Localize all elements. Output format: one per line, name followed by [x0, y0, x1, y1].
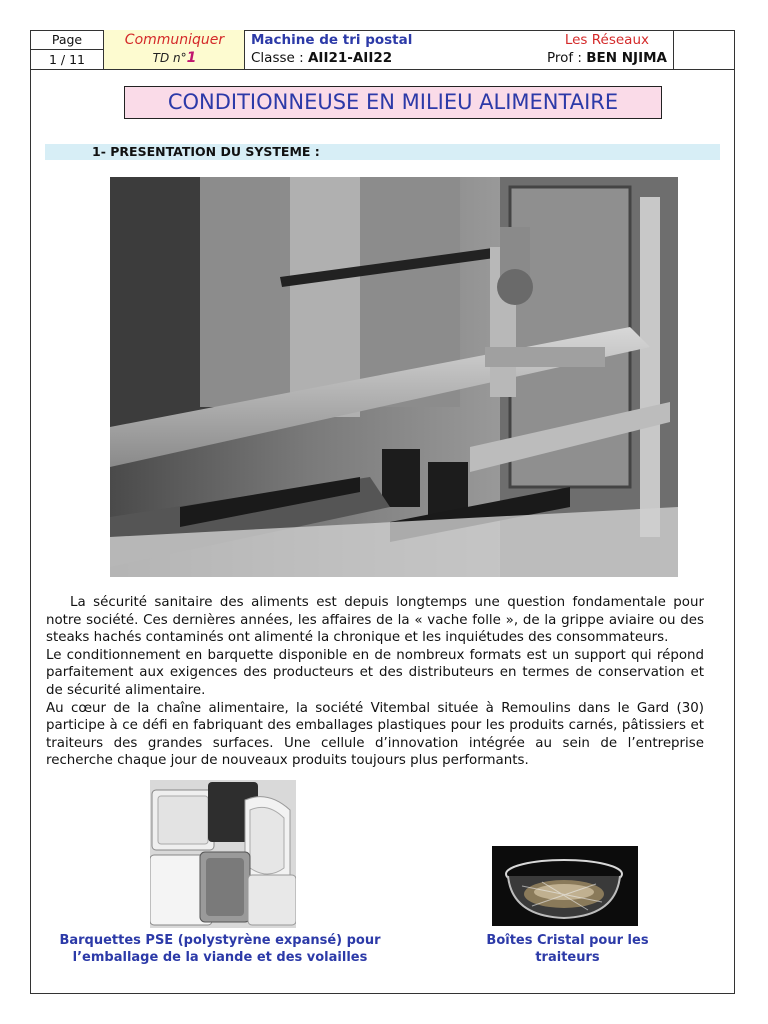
communiquer-label: Communiquer	[124, 32, 225, 48]
header-divider	[30, 69, 735, 70]
classe-line	[251, 49, 392, 67]
page-number: 1 / 11	[48, 52, 86, 67]
paragraph-2: Le conditionnement en barquette disponible en de nombreux formats est un support qui répond parfaitement aux exigences des producteurs et des distributeurs en termes de conservation et de sécurité alimentaire.	[46, 647, 704, 698]
section-heading: 1- PRESENTATION DU SYSTEME :	[92, 144, 320, 159]
title-cell	[245, 30, 674, 69]
pse-trays-photo	[150, 780, 296, 928]
presentation-text	[46, 594, 704, 770]
classe-value: AII21-AII22	[307, 50, 393, 66]
td-number: 1	[186, 50, 197, 66]
machine-photo-illustration	[110, 177, 678, 577]
section-heading-bar	[45, 144, 720, 160]
caption-cristal-boxes: Boîtes Cristal pour les traiteurs	[486, 933, 649, 965]
paragraph-3: Au cœur de la chaîne alimentaire, la société Vitembal située à Remoulins dans le Gard (30) participe à ce défi en fabriquant des emballages plastiques pour les produits carnés, pâtissiers et traiteurs des grandes surfaces. Une cellule d’innovation intégrée au sein de l’entreprise recherche chaque jour de nouveaux produits toujours plus performants.	[46, 700, 704, 769]
cristal-box-illustration	[492, 846, 638, 926]
caption-pse-trays: Barquettes PSE (polystyrène expansé) pour l’emballage de la viande et des volailles	[59, 933, 381, 965]
pse-trays-illustration	[150, 780, 296, 928]
td-label-wrap	[104, 49, 245, 67]
machine-photo	[110, 177, 678, 577]
page-cell	[30, 30, 104, 69]
doc-title: Machine de tri postal	[251, 32, 413, 48]
paragraph-1: La sécurité sanitaire des aliments est depuis longtemps une question fondamentale pour notre société. Ces dernières années, les affaires de la « vache folle », de la grippe aviaire ou des steaks hachés contaminés ont alimenté la chronique et les inquiétudes des consommateurs.	[46, 595, 704, 646]
prof-label: Prof :	[546, 50, 582, 66]
empty-cell	[674, 30, 735, 69]
header-table	[30, 30, 735, 69]
td-label: TD n°	[152, 51, 187, 65]
communiquer-cell	[104, 30, 245, 69]
classe-label: Classe :	[251, 50, 304, 66]
subject-label: Les Réseaux	[564, 32, 649, 48]
cristal-boxes-photo	[492, 846, 638, 926]
prof-line	[547, 49, 667, 67]
page-title: CONDITIONNEUSE EN MILIEU ALIMENTAIRE	[124, 86, 662, 119]
prof-value: BEN NJIMA	[586, 50, 667, 66]
page-label: Page	[30, 30, 104, 50]
